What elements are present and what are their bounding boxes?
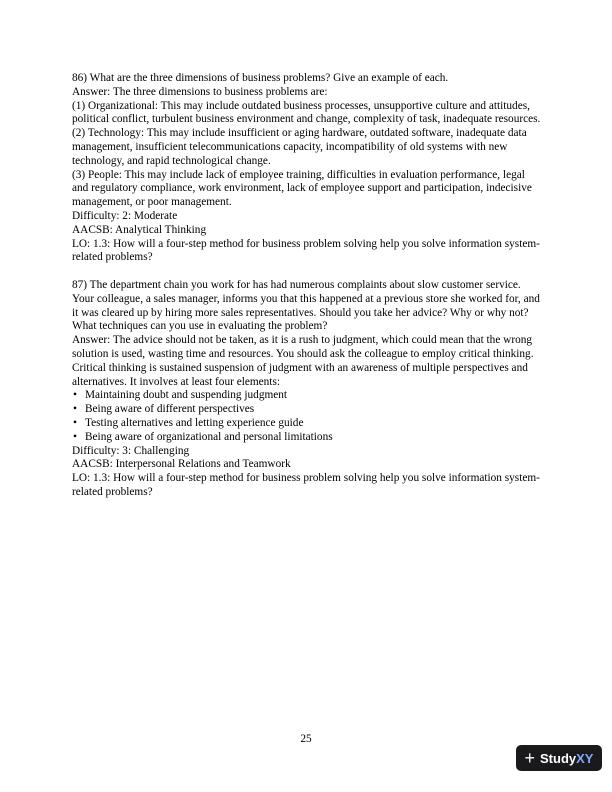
studyxy-badge[interactable]: [516, 745, 602, 771]
difficulty: Difficulty: 2: Moderate: [72, 209, 178, 222]
bullet-item: • Being aware of organizational and personal limitations: [72, 431, 542, 445]
plus-icon: +: [524, 748, 536, 768]
document-body: [72, 72, 542, 500]
aacsb: AACSB: Interpersonal Relations and Teamwork: [72, 458, 291, 471]
question-text: 87) The department chain you work for has had numerous complaints about slow customer service. Your colleague, a sales manager, informs you that this happened at a previous store she worked for, and it was cleared up by hiring more sales representatives. Should you take her advice? Why or why not? What techniques can you use in evaluating the problem?: [72, 278, 540, 333]
badge-suffix: XY: [576, 750, 594, 766]
question-86: [72, 72, 542, 265]
difficulty: Difficulty: 3: Challenging: [72, 444, 190, 457]
answer-item: (1) Organizational: This may include outdated business processes, unsupportive culture and attitudes, political conflict, turbulent business environment and change, complexity of task, inadequate resources.: [72, 99, 541, 126]
spacer: [72, 265, 542, 279]
learning-objective: LO: 1.3: How will a four-step method for business problem solving help you solve information system-related problems?: [72, 472, 540, 498]
bullet-item: • Testing alternatives and letting experience guide: [72, 417, 542, 431]
bullet-item: • Maintaining doubt and suspending judgment: [72, 389, 542, 403]
answer-text: Answer: The advice should not be taken, as it is a rush to judgment, which could mean that the wrong solution is used, wasting time and resources. You should ask the colleague to employ critical thinking. Critical thinking is sustained suspension of judgment with an awareness of multiple perspectives and alternatives. It involves at least four elements:: [72, 334, 534, 388]
badge-prefix: Study: [540, 750, 577, 766]
bullet-item: • Being aware of different perspectives: [72, 403, 542, 417]
answer-item: (3) People: This may include lack of employee training, difficulties in evaluation performance, legal and regulatory compliance, work environment, lack of employee support and participation, indecisive management, or poor management.: [72, 168, 532, 209]
badge-label: [540, 751, 593, 766]
learning-objective: LO: 1.3: How will a four-step method for business problem solving help you solve information system-related problems?: [72, 237, 540, 264]
page-number: 25: [300, 733, 312, 745]
bullet-list: [72, 389, 542, 444]
answer-intro: Answer: The three dimensions to business problems are:: [72, 85, 328, 98]
aacsb: AACSB: Analytical Thinking: [72, 223, 207, 236]
question-87: [72, 279, 542, 500]
question-text: 86) What are the three dimensions of business problems? Give an example of each.: [72, 72, 449, 84]
answer-item: (2) Technology: This may include insufficient or aging hardware, outdated software, inadequate data management, insufficient telecommunications capacity, incompatibility of old systems with new technology, and rapid technological change.: [72, 127, 527, 167]
